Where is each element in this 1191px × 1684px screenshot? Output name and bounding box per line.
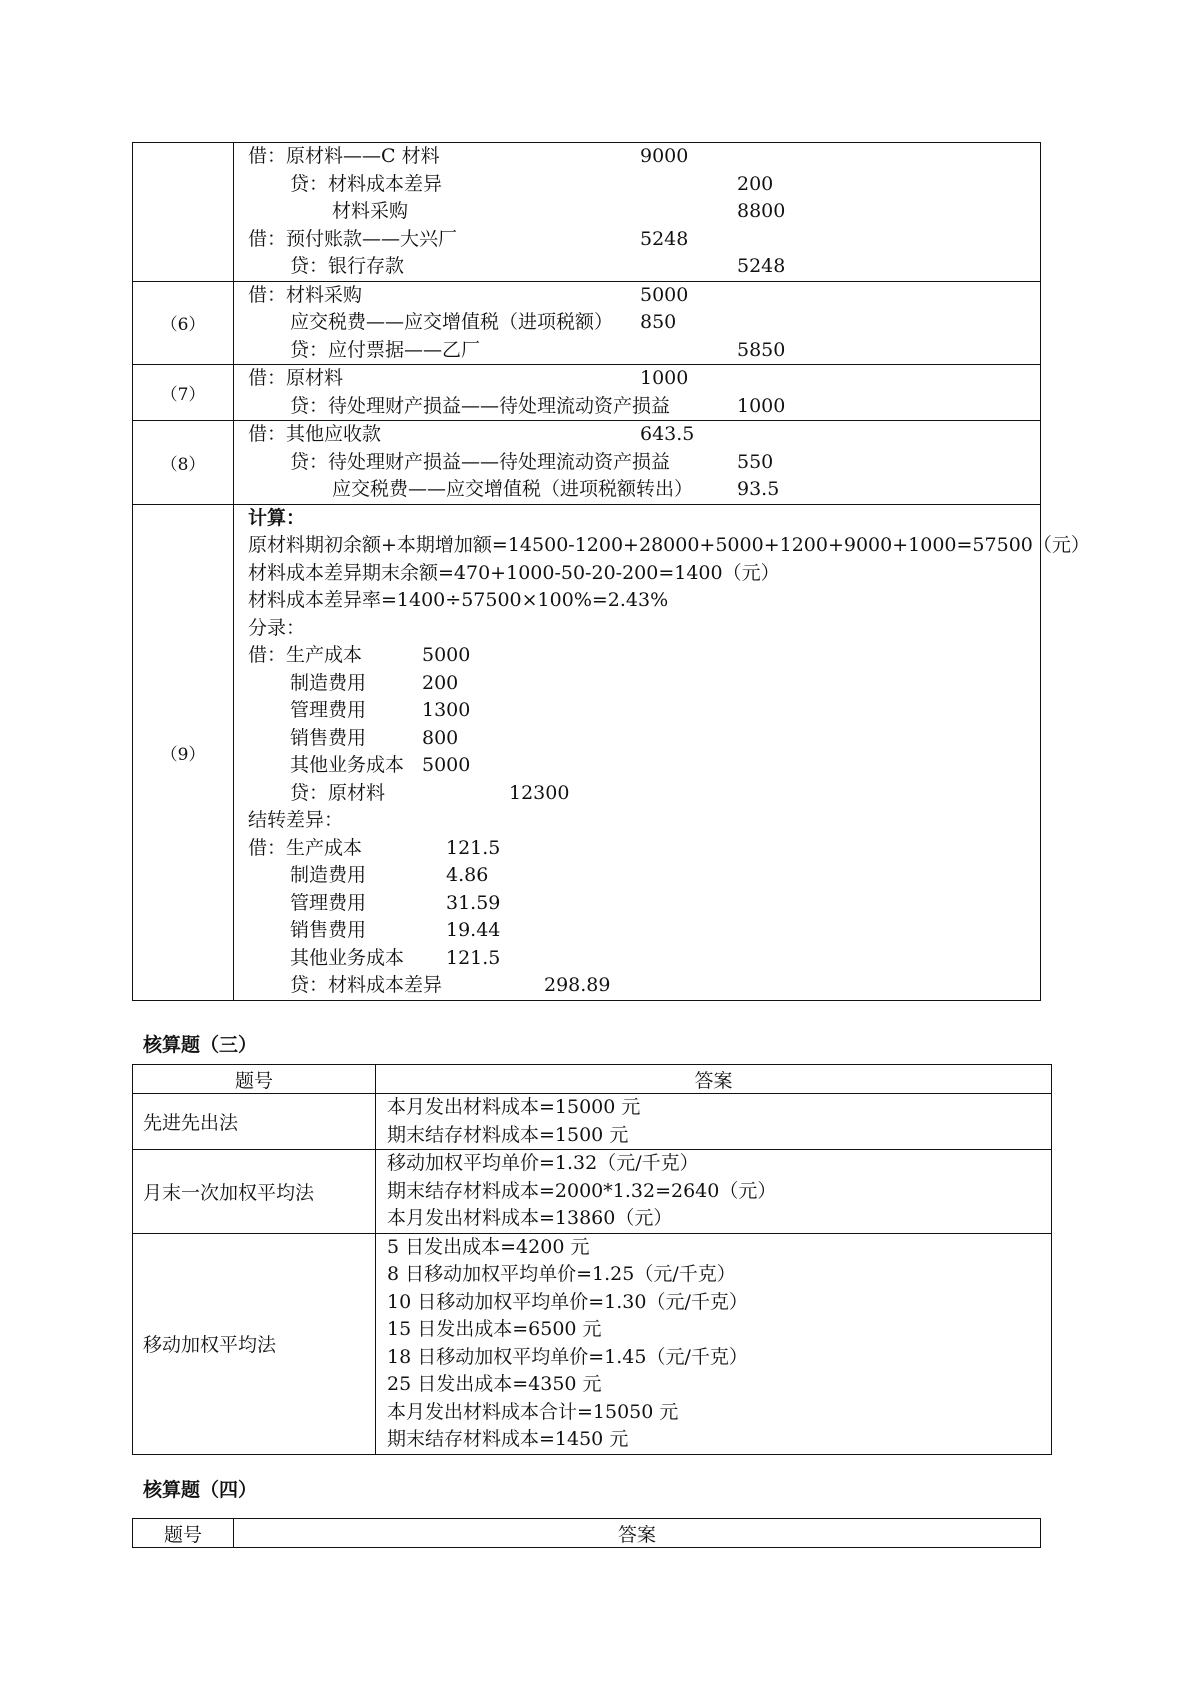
method-row xyxy=(133,1094,1052,1150)
amount: 5000 xyxy=(422,754,471,776)
amount: 1300 xyxy=(422,699,471,721)
amount: 12300 xyxy=(509,781,570,804)
credit-amount: 200 xyxy=(737,172,774,195)
account-name: 原材料期初余额+本期增加额=14500-1200+28000+5000+1200+9000+1000=57500（元） xyxy=(248,534,1090,556)
header-question-number: 题号 xyxy=(133,1519,234,1548)
section-four-table xyxy=(132,1518,1041,1548)
entry-line xyxy=(234,752,1040,780)
entry-line xyxy=(234,670,1040,698)
entry-number xyxy=(133,143,234,282)
method-row xyxy=(133,1233,1052,1454)
credit-amount: 93.5 xyxy=(737,478,780,500)
entry-line xyxy=(234,226,1040,254)
entry-line xyxy=(234,365,1040,393)
account-name: 应交税费——应交增值税（进项税额转出） xyxy=(332,478,694,500)
journal-entry-row xyxy=(133,365,1041,421)
account-name: 应交税费——应交增值税（进项税额） xyxy=(290,311,614,333)
account-name: 贷：原材料 xyxy=(290,781,386,804)
account-name: 贷：待处理财产损益——待处理流动资产损益 xyxy=(290,450,671,473)
journal-entry-row xyxy=(133,143,1041,282)
debit-amount: 9000 xyxy=(640,145,689,167)
account-name: 借：材料采购 xyxy=(248,283,363,306)
entry-line xyxy=(234,476,1040,504)
credit-amount: 5850 xyxy=(737,338,786,361)
account-name: 贷：银行存款 xyxy=(290,255,405,277)
entry-line xyxy=(234,532,1090,560)
method-name: 月末一次加权平均法 xyxy=(133,1150,376,1234)
account-name: 销售费用 xyxy=(290,919,367,941)
entry-line xyxy=(234,945,1040,973)
entry-line xyxy=(234,560,1040,588)
debit-amount: 1000 xyxy=(640,367,689,389)
account-name: 借：其他应收款 xyxy=(248,423,382,445)
inventory-methods-table xyxy=(132,1064,1052,1455)
entry-line xyxy=(234,835,1040,863)
amount: 19.44 xyxy=(446,919,501,941)
entry-number: （6） xyxy=(133,281,234,365)
entry-body xyxy=(234,281,1041,365)
entry-line xyxy=(234,725,1040,753)
entry-line xyxy=(234,198,1040,226)
credit-amount: 1000 xyxy=(737,394,786,417)
method-name: 移动加权平均法 xyxy=(133,1233,376,1454)
answer-line: 期末结存材料成本=1500 元 xyxy=(387,1123,629,1146)
entry-number: （7） xyxy=(133,365,234,421)
debit-amount: 850 xyxy=(640,311,677,333)
amount: 800 xyxy=(422,726,459,749)
answer-line: 10 日移动加权平均单价=1.30（元/千克） xyxy=(387,1290,748,1313)
account-name: 材料采购 xyxy=(332,200,409,222)
entry-body xyxy=(234,143,1041,282)
entry-line xyxy=(234,337,1040,365)
amount: 31.59 xyxy=(446,891,501,914)
section-four-title: 核算题（四） xyxy=(143,1479,258,1501)
account-name: 管理费用 xyxy=(290,699,367,721)
table-header-row xyxy=(133,1065,1052,1094)
account-name: 结转差异： xyxy=(248,809,344,831)
account-name: 管理费用 xyxy=(290,891,367,914)
answer-line: 25 日发出成本=4350 元 xyxy=(387,1373,602,1395)
account-name: 借：生产成本 xyxy=(248,644,363,666)
account-name: 材料成本差异期末余额=470+1000-50-20-200=1400（元） xyxy=(248,561,780,584)
answer-line: 8 日移动加权平均单价=1.25（元/千克） xyxy=(387,1263,736,1285)
credit-amount: 5248 xyxy=(737,255,786,277)
account-name: 贷：材料成本差异 xyxy=(290,974,443,996)
answer-line: 5 日发出成本=4200 元 xyxy=(387,1235,590,1258)
entry-line xyxy=(234,890,1040,918)
answer-line: 本月发出材料成本合计=15050 元 xyxy=(387,1400,679,1423)
entry-line xyxy=(234,309,1040,337)
account-name: 其他业务成本 xyxy=(290,754,405,776)
header-answer: 答案 xyxy=(234,1519,1041,1548)
account-name: 计算： xyxy=(248,506,306,529)
answer-line: 18 日移动加权平均单价=1.45（元/千克） xyxy=(387,1345,748,1368)
entry-line xyxy=(234,143,1040,171)
journal-entry-row xyxy=(133,504,1041,1000)
header-answer: 答案 xyxy=(376,1065,1052,1094)
method-answer xyxy=(376,1233,1052,1454)
entry-line xyxy=(234,862,1040,890)
amount: 4.86 xyxy=(446,864,489,886)
header-question-number: 题号 xyxy=(133,1065,376,1094)
entry-line xyxy=(234,587,1040,615)
answer-line: 本月发出材料成本=15000 元 xyxy=(387,1096,641,1118)
entry-body xyxy=(234,421,1041,505)
entry-line xyxy=(234,780,1040,808)
entry-number: （8） xyxy=(133,421,234,505)
account-name: 材料成本差异率=1400÷57500×100%=2.43% xyxy=(248,589,669,611)
entry-line xyxy=(234,642,1040,670)
account-name: 其他业务成本 xyxy=(290,946,405,969)
method-answer xyxy=(376,1150,1052,1234)
debit-amount: 5000 xyxy=(640,283,689,306)
account-name: 制造费用 xyxy=(290,864,367,886)
amount: 200 xyxy=(422,671,459,694)
entry-line xyxy=(234,615,1040,643)
amount: 121.5 xyxy=(446,836,501,859)
account-name: 销售费用 xyxy=(290,726,367,749)
debit-amount: 5248 xyxy=(640,227,689,250)
debit-amount: 643.5 xyxy=(640,423,695,445)
entry-line xyxy=(234,449,1040,477)
amount: 298.89 xyxy=(544,974,611,996)
answer-line: 期末结存材料成本=1450 元 xyxy=(387,1428,629,1450)
amount: 5000 xyxy=(422,644,471,666)
entry-number: （9） xyxy=(133,504,234,1000)
account-name: 分录： xyxy=(248,616,306,639)
account-name: 借：原材料 xyxy=(248,367,344,389)
answer-line: 本月发出材料成本=13860（元） xyxy=(387,1207,673,1229)
method-row xyxy=(133,1150,1052,1234)
account-name: 贷：材料成本差异 xyxy=(290,172,443,195)
answer-line: 移动加权平均单价=1.32（元/千克） xyxy=(387,1152,699,1174)
account-name: 借：预付账款——大兴厂 xyxy=(248,227,458,250)
method-name: 先进先出法 xyxy=(133,1094,376,1150)
entry-line xyxy=(234,393,1040,421)
method-answer xyxy=(376,1094,1052,1150)
entry-line xyxy=(234,697,1040,725)
entry-body xyxy=(234,365,1041,421)
section-three-title: 核算题（三） xyxy=(143,1034,258,1056)
entry-line xyxy=(234,505,1040,533)
table-header-row xyxy=(133,1519,1041,1548)
entry-line xyxy=(234,972,1040,1000)
account-name: 贷：应付票据——乙厂 xyxy=(290,338,481,361)
journal-entry-row xyxy=(133,421,1041,505)
journal-entry-row xyxy=(133,281,1041,365)
entry-line xyxy=(234,807,1040,835)
entry-line xyxy=(234,171,1040,199)
credit-amount: 550 xyxy=(737,450,774,473)
entry-line xyxy=(234,917,1040,945)
answer-line: 期末结存材料成本=2000*1.32=2640（元） xyxy=(387,1179,777,1202)
account-name: 借：生产成本 xyxy=(248,836,363,859)
journal-entries-table xyxy=(132,142,1090,1001)
entry-body xyxy=(234,504,1090,1000)
amount: 121.5 xyxy=(446,946,501,969)
entry-line xyxy=(234,253,1040,281)
account-name: 制造费用 xyxy=(290,671,367,694)
answer-line: 15 日发出成本=6500 元 xyxy=(387,1318,602,1340)
account-name: 贷：待处理财产损益——待处理流动资产损益 xyxy=(290,394,671,417)
credit-amount: 8800 xyxy=(737,200,786,222)
entry-line xyxy=(234,421,1040,449)
account-name: 借：原材料——C 材料 xyxy=(248,145,440,167)
entry-line xyxy=(234,282,1040,310)
